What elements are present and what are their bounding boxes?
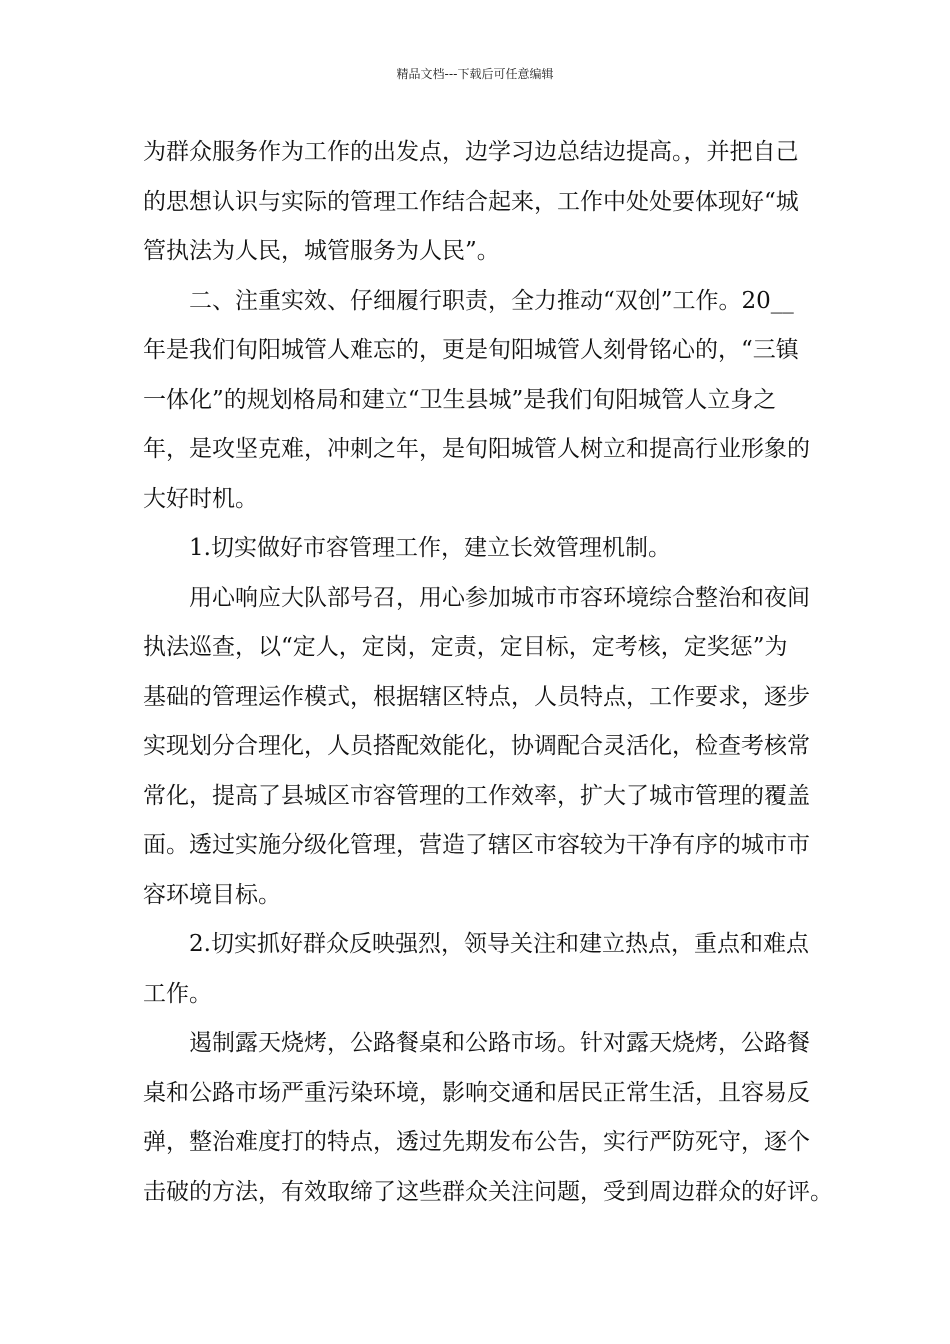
- text-line: 的思想认识与实际的管理工作结合起来，工作中处处要体现好“城: [143, 188, 799, 215]
- text-line: 为群众服务作为工作的出发点，边学习边总结边提高。，并把自己: [143, 139, 799, 165]
- text-line: 大好时机。: [143, 485, 258, 512]
- text-line: 用心响应大队部号召，用心参加城市市容环境综合整治和夜间: [189, 584, 810, 611]
- document-body: [143, 128, 833, 1217]
- text-line: 容环境目标。: [143, 881, 281, 908]
- text-line: 弹，整治难度打的特点，透过先期发布公告，实行严防死守，逐个: [143, 1129, 810, 1155]
- text-line: 常化，提高了县城区市容管理的工作效率，扩大了城市管理的覆盖: [143, 782, 810, 809]
- text-line: 一体化”的规划格局和建立“卫生县城”是我们旬阳城管人立身之: [143, 386, 777, 413]
- text-line: 2.切实抓好群众反映强烈，领导关注和建立热点，重点和难点: [189, 931, 809, 957]
- text-line: 击破的方法，有效取缔了这些群众关注问题，受到周边群众的好评。: [143, 1178, 833, 1205]
- text-line: 基础的管理运作模式，根据辖区特点，人员特点，工作要求，逐步: [143, 683, 810, 710]
- page-header: 精品文档---下载后可任意编辑: [396, 67, 554, 81]
- text-line: 执法巡查，以“定人，定岗，定责，定目标，定考核，定奖惩”为: [143, 634, 788, 660]
- text-line: 1.切实做好市容管理工作，建立长效管理机制。: [189, 535, 671, 561]
- text-line: 工作。: [143, 980, 212, 1007]
- text-line: 实现划分合理化，人员搭配效能化，协调配合灵活化，检查考核常: [143, 733, 810, 759]
- text-line: 二、注重实效、仔细履行职责，全力推动“双创”工作。20__: [189, 287, 794, 314]
- text-line: 遏制露天烧烤，公路餐桌和公路市场。针对露天烧烤，公路餐: [189, 1030, 810, 1056]
- text-line: 面。透过实施分级化管理，营造了辖区市容较为干净有序的城市市: [143, 832, 810, 858]
- text-line: 年，是攻坚克难，冲刺之年，是旬阳城管人树立和提高行业形象的: [143, 436, 810, 462]
- text-line: 年是我们旬阳城管人难忘的，更是旬阳城管人刻骨铭心的，“三镇: [143, 337, 799, 363]
- text-line: 桌和公路市场严重污染环境，影响交通和居民正常生活，且容易反: [143, 1079, 810, 1106]
- text-line: 管执法为人民，城管服务为人民”。: [143, 238, 500, 264]
